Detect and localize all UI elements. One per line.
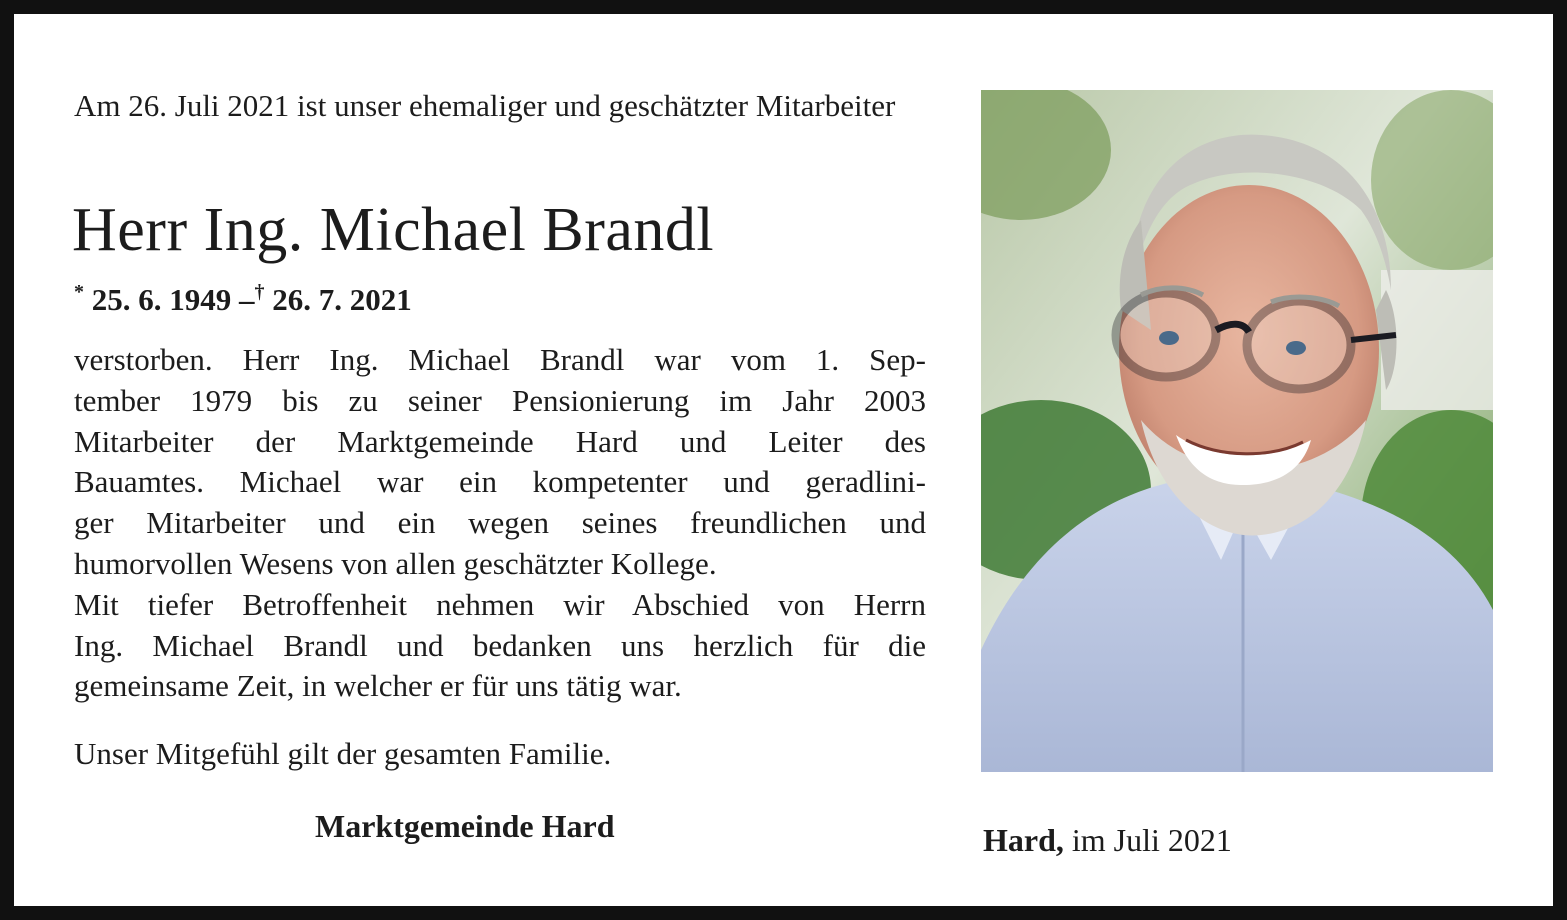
portrait-illustration (981, 90, 1493, 772)
condolence-text: Unser Mitgefühl gilt der gesamten Familie. (74, 736, 612, 771)
obituary-body (74, 340, 926, 707)
intro-text: Am 26. Juli 2021 ist unser ehemaliger und geschätzter Mitarbeiter (74, 88, 896, 123)
death-date: 26. 7. 2021 (272, 282, 412, 317)
deceased-name: Herr Ing. Michael Brandl (72, 196, 715, 264)
body-line: Mitarbeiter der Marktgemeinde Hard und Leiter des (74, 423, 926, 459)
date-separator: – (239, 282, 255, 317)
notice-date: im Juli 2021 (1071, 822, 1232, 858)
life-dates (74, 272, 412, 320)
signature-organization: Marktgemeinde Hard (315, 808, 615, 844)
body-line: gemeinsame Zeit, in welcher er für uns tätig war. (74, 668, 682, 704)
body-line: verstorben. Herr Ing. Michael Brandl war vom 1. Sep- (74, 342, 926, 377)
birth-date: 25. 6. 1949 (91, 282, 232, 317)
portrait-photo (981, 90, 1493, 772)
body-line: Ing. Michael Brandl und bedanken uns herzlich für die (74, 627, 926, 663)
body-line: tember 1979 bis zu seiner Pensionierung im Jahr 2003 (74, 382, 926, 418)
birth-symbol: * (74, 281, 84, 303)
death-symbol: † (254, 281, 265, 303)
body-line: ger Mitarbeiter und ein wegen seines freundlichen und (74, 505, 926, 541)
body-line: Mit tiefer Betroffenheit nehmen wir Abschied von Herrn (74, 586, 926, 622)
body-line: humorvollen Wesens von allen geschätzter Kollege. (74, 545, 717, 581)
place-and-date (983, 820, 1232, 860)
body-line: Bauamtes. Michael war ein kompetenter und geradlini- (74, 464, 926, 500)
place-name: Hard, (983, 822, 1064, 858)
